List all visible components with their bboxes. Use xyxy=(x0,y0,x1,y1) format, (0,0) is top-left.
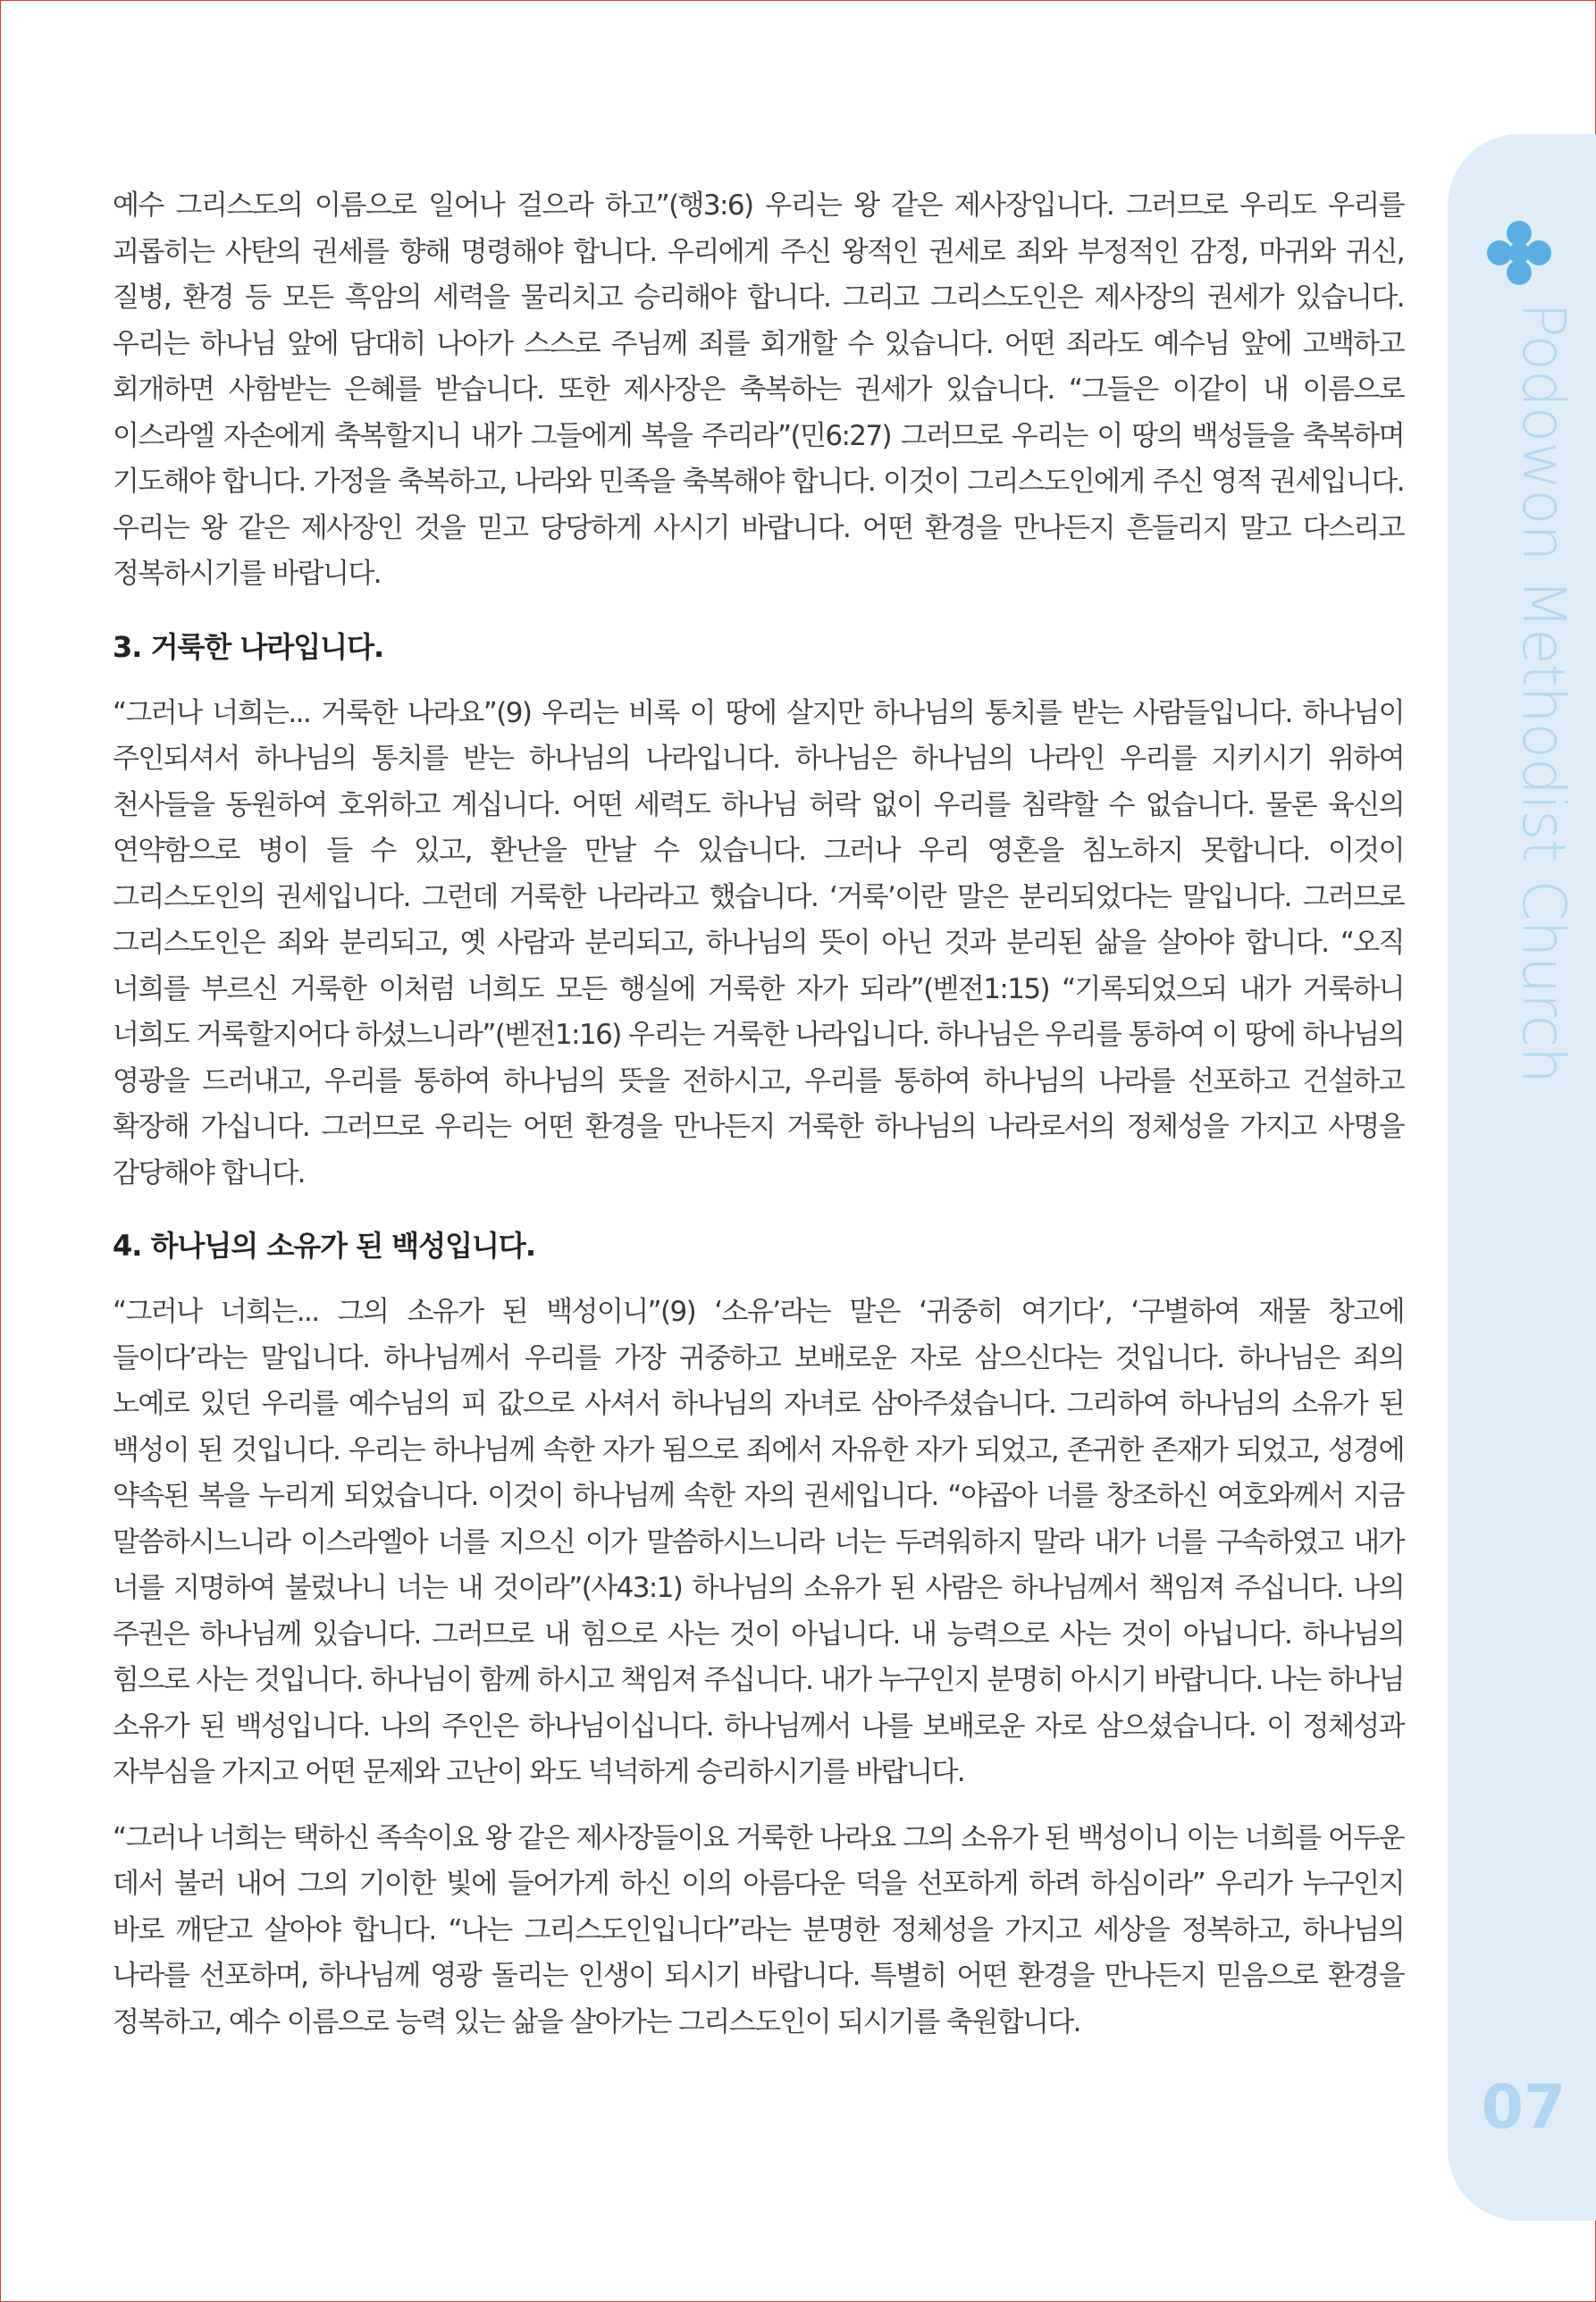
page-number: 07 xyxy=(1481,2072,1567,2143)
paragraph-2: “그러나 너희는... 거룩한 나라요”(9) 우리는 비록 이 땅에 살지만 하나님의 통치를 받는 사람들입니다. 하나님이 주인되셔서 하나님의 통치를 받는 하나님의 나라입니다. 하나님은 하나님의 나라인 우리를 지키시기 위하여 천사들을 동원하여 호위하고 계십니다. 어떤 세력도 하나님 허락 없이 우리를 침략할 수 없습니다. 물론 육신의 연약함으로 병이 들 수 있고, 환난을 만날 수 있습니다. 그러나 우리 영혼을 침노하지 못합니다. 이것이 그리스도인의 권세입니다. 그런데 거룩한 나라라고 했습니다. ‘거룩’이란 말은 분리되었다는 말입니다. 그러므로 그리스도인은 죄와 분리되고, 옛 사람과 분리되고, 하나님의 뜻이 아닌 것과 분리된 삶을 살아야 합니다. “오직 너희를 부르신 거룩한 이처럼 너희도 모든 행실에 거룩한 자가 되라”(벧전1:15) “기록되었으되 내가 거룩하니 너희도 거룩할지어다 하셨느니라”(벧전1:16) 우리는 거룩한 나라입니다. 하나님은 우리를 통하여 이 땅에 하나님의 영광을 드러내고, 우리를 통하여 하나님의 뜻을 전하시고, 우리를 통하여 하나님의 나라를 선포하고 건설하고 확장해 가십니다. 그러므로 우리는 어떤 환경을 만나든지 거룩한 하나님의 나라로서의 정체성을 가지고 사명을 감당해야 합니다. xyxy=(113,696,1404,1189)
cross-flower-icon xyxy=(1483,217,1555,289)
section-heading-3: 3. 거룩한 나라입니다. xyxy=(113,629,384,664)
paragraph-3: “그러나 너희는... 그의 소유가 된 백성이니”(9) ‘소유’라는 말은 ‘귀중히 여기다’, ‘구별하여 재물 창고에 들이다’라는 말입니다. 하나님께서 우리를 가장 귀중하고 보배로운 자로 삼으신다는 것입니다. 하나님은 죄의 노예로 있던 우리를 예수님의 피 값으로 사셔서 하나님의 자녀로 삼아주셨습니다. 그리하여 하나님의 소유가 된 백성이 된 것입니다. 우리는 하나님께 속한 자가 됨으로 죄에서 자유한 자가 되었고, 존귀한 존재가 되었고, 성경에 약속된 복을 누리게 되었습니다. 이것이 하나님께 속한 자의 권세입니다. “야곱아 너를 창조하신 여호와께서 지금 말씀하시느니라 이스라엘아 너를 지으신 이가 말씀하시느니라 너는 두려워하지 말라 내가 너를 구속하였고 내가 너를 지명하여 불렀나니 너는 내 것이라”(사43:1) 하나님의 소유가 된 사람은 하나님께서 책임져 주십니다. 나의 주권은 하나님께 있습니다. 그러므로 내 힘으로 사는 것이 아닙니다. 내 능력으로 사는 것이 아닙니다. 하나님의 힘으로 사는 것입니다. 하나님이 함께 하시고 책임져 주십니다. 내가 누구인지 분명히 아시기 바랍니다. 나는 하나님 소유가 된 백성입니다. 나의 주인은 하나님이십니다. 하나님께서 나를 보배로운 자로 삼으셨습니다. 이 정체성과 자부심을 가지고 어떤 문제와 고난이 와도 넉넉하게 승리하시기를 바랍니다. xyxy=(113,1296,1404,1788)
church-name: Podowon Methodist Church xyxy=(1509,302,1578,1083)
section-heading-4: 4. 하나님의 소유가 된 백성입니다. xyxy=(113,1229,535,1263)
paragraph-4: “그러나 너희는 택하신 족속이요 왕 같은 제사장들이요 거룩한 나라요 그의 소유가 된 백성이니 이는 너희를 어두운 데서 불러 내어 그의 기이한 빛에 들어가게 하신 이의 아름다운 덕을 선포하게 하려 하심이라” 우리가 누구인지 바로 깨닫고 살아야 합니다. “나는 그리스도인입니다”라는 분명한 정체성을 가지고 세상을 정복하고, 하나님의 나라를 선포하며, 하나님께 영광 돌리는 인생이 되시기 바랍니다. 특별히 어떤 환경을 만나든지 믿음으로 환경을 정복하고, 예수 이름으로 능력 있는 삶을 살아가는 그리스도인이 되시기를 축원합니다. xyxy=(113,1821,1404,2038)
main-content xyxy=(113,183,1404,2046)
paragraph-1: 예수 그리스도의 이름으로 일어나 걸으라 하고”(행3:6) 우리는 왕 같은 제사장입니다. 그러므로 우리도 우리를 괴롭히는 사탄의 권세를 향해 명령해야 합니다. 우리에게 주신 왕적인 권세로 죄와 부정적인 감정, 마귀와 귀신, 질병, 환경 등 모든 흑암의 세력을 물리치고 승리해야 합니다. 그리고 그리스도인은 제사장의 권세가 있습니다. 우리는 하나님 앞에 담대히 나아가 스스로 주님께 죄를 회개할 수 있습니다. 어떤 죄라도 예수님 앞에 고백하고 회개하면 사함받는 은혜를 받습니다. 또한 제사장은 축복하는 권세가 있습니다. “그들은 이같이 내 이름으로 이스라엘 자손에게 축복할지니 내가 그들에게 복을 주리라”(민6:27) 그러므로 우리는 이 땅의 백성들을 축복하며 기도해야 합니다. 가정을 축복하고, 나라와 민족을 축복해야 합니다. 이것이 그리스도인에게 주신 영적 권세입니다. 우리는 왕 같은 제사장인 것을 믿고 당당하게 사시기 바랍니다. 어떤 환경을 만나든지 흔들리지 말고 다스리고 정복하시기를 바랍니다. xyxy=(113,189,1404,590)
